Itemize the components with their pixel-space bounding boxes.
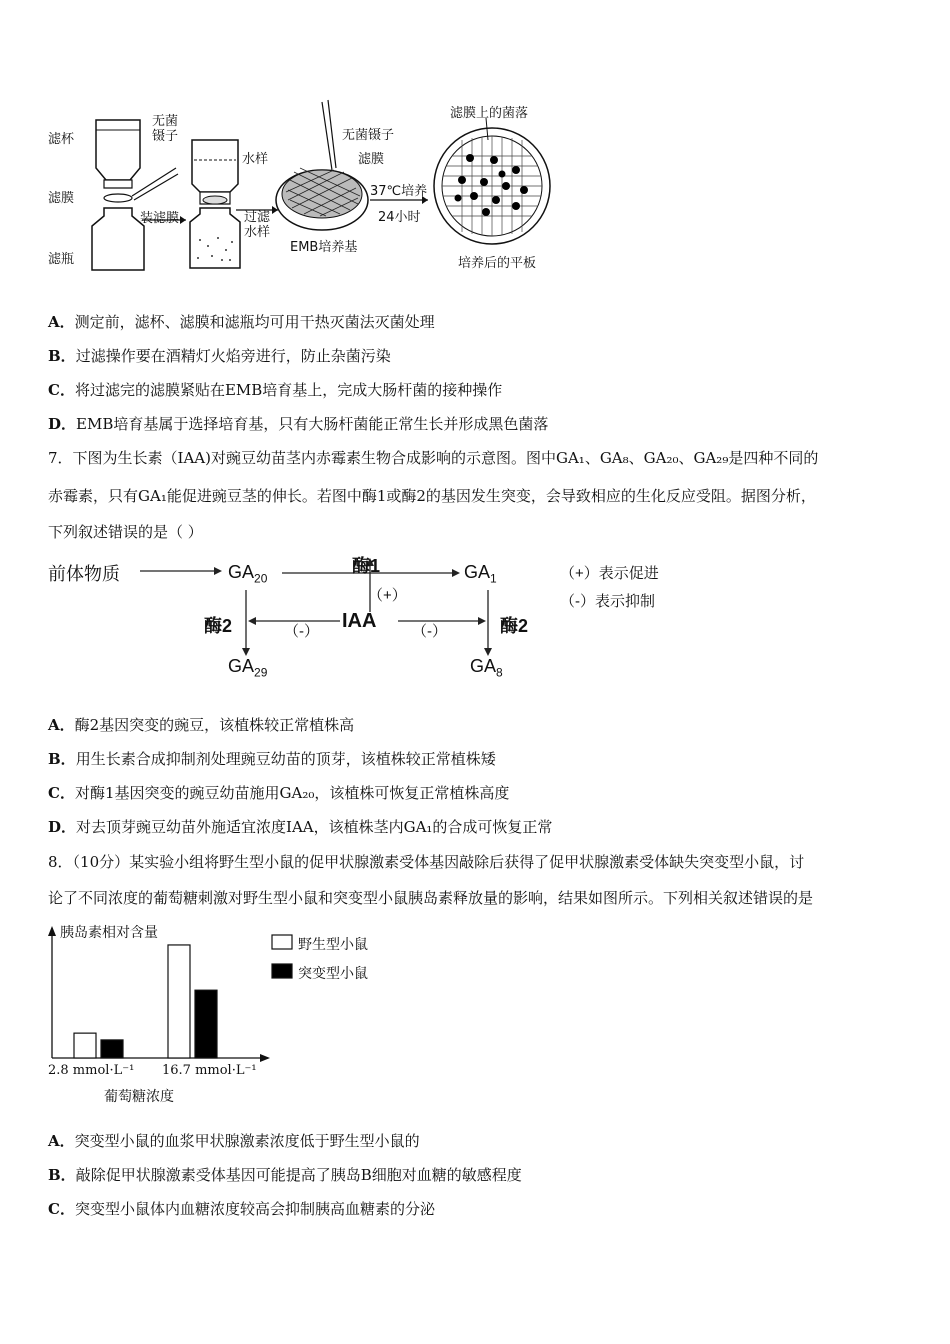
legend-swatch-mutant	[272, 964, 292, 978]
q6-option-b: B．过滤操作要在酒精灯火焰旁进行，防止杂菌污染	[48, 347, 391, 365]
diagram-ga1: $GA_1$	[464, 562, 497, 586]
diagram-enzyme2-left: 酶2	[204, 616, 233, 636]
q8-option-a: A．突变型小鼠的血浆甲状腺激素浓度低于野生型小鼠的	[48, 1132, 420, 1150]
diagram-iaa: IAA	[342, 610, 377, 632]
label-incubate-temp: 37℃培养	[370, 184, 428, 199]
diagram-ga20: $GA_{20}$	[228, 562, 268, 586]
q8-stem-line-1: 8．（10分）某实验小组将野生型小鼠的促甲状腺激素受体基因敲除后获得了促甲状腺激素受体缺失突变型小鼠，讨	[48, 853, 805, 871]
legend-swatch-wild	[272, 935, 292, 949]
diagram-minus-left: （-）	[284, 623, 319, 640]
tick-label-high: 16.7 mmol·L⁻¹	[162, 1063, 257, 1078]
q8-option-c: C．突变型小鼠体内血糖浓度较高会抑制胰高血糖素的分泌	[48, 1200, 435, 1218]
label-emb-medium: EMB培养基	[290, 240, 358, 255]
diagram-legend-inhibit: （-）表示抑制	[560, 593, 655, 610]
legend-label-mutant: 突变型小鼠	[298, 966, 368, 982]
diagram-minus-right: （-）	[412, 623, 447, 640]
chart-xlabel: 葡萄糖浓度	[104, 1089, 174, 1105]
q7-option-d: D．对去顶芽豌豆幼苗外施适宜浓度IAA，该植株茎内GA₁的合成可恢复正常	[48, 818, 553, 836]
q8-stem-line-2: 论了不同浓度的葡萄糖刺激对野生型小鼠和突变型小鼠胰岛素释放量的影响，结果如图所示。下列相关叙述错误的是	[48, 889, 814, 907]
label-plate-after: 培养后的平板	[458, 256, 537, 271]
diagram-enzyme2-right: 酶2	[500, 616, 529, 636]
bar-wild-high	[168, 945, 190, 1058]
label-sterile-tweezers-1: 无菌镊子	[152, 114, 179, 144]
q6-option-a: A．测定前，滤杯、滤膜和滤瓶均可用干热灭菌法灭菌处理	[48, 313, 435, 331]
q6-option-c: C．将过滤完的滤膜紧贴在EMB培育基上，完成大肠杆菌的接种操作	[48, 381, 503, 399]
label-filter-water: 过滤水样	[244, 210, 271, 240]
diagram-legend-promote: （+）表示促进	[560, 565, 659, 582]
chart-ylabel: 胰岛素相对含量	[60, 925, 158, 941]
bar-mutant-low	[101, 1040, 123, 1058]
x-axis-arrow	[260, 1054, 270, 1062]
q7-stem-line-3: 下列叙述错误的是（ ）	[48, 523, 203, 541]
bar-mutant-high	[195, 990, 217, 1058]
q7-option-c: C．对酶1基因突变的豌豆幼苗施用GA₂₀，该植株可恢复正常植株高度	[48, 784, 510, 802]
label-membrane-2: 滤膜	[358, 152, 385, 167]
q7-option-a: A．酶2基因突变的豌豆，该植株较正常植株高	[48, 716, 355, 734]
q8-option-b: B．敲除促甲状腺激素受体基因可能提高了胰岛B细胞对血糖的敏感程度	[48, 1166, 522, 1184]
y-axis-arrow	[48, 926, 56, 936]
label-colonies-on-membrane: 滤膜上的菌落	[450, 106, 529, 121]
label-water-sample: 水样	[242, 152, 269, 167]
bar-wild-low	[74, 1033, 96, 1058]
label-filter-cup: 滤杯	[48, 132, 75, 147]
tick-label-low: 2.8 mmol·L⁻¹	[48, 1063, 135, 1078]
diagram-plus: （+）	[368, 587, 407, 604]
q7-stem-line-1: 7．下图为生长素（IAA)对豌豆幼苗茎内赤霉素生物合成影响的示意图。图中GA₁、GA₈、GA₂₀、GA₂₉是四种不同的	[48, 449, 819, 467]
q6-option-d: D．EMB培育基属于选择培育基，只有大肠杆菌能正常生长并形成黑色菌落	[48, 415, 549, 433]
diagram-precursor: 前体物质	[48, 564, 120, 584]
label-install-membrane: 装滤膜	[140, 211, 180, 226]
diagram-ga8: $GA_8$	[470, 656, 503, 680]
label-sterile-tweezers-2: 无菌镊子	[342, 128, 395, 143]
legend-label-wild: 野生型小鼠	[298, 937, 368, 953]
label-filter-bottle: 滤瓶	[48, 252, 75, 267]
q7-option-b: B．用生长素合成抑制剂处理豌豆幼苗的顶芽，该植株较正常植株矮	[48, 750, 496, 768]
q7-stem-line-2: 赤霉素，只有GA₁能促进豌豆茎的伸长。若图中酶1或酶2的基因发生突变，会导致相应的生化反应受阻。据图分析，	[48, 487, 816, 505]
diagram-ga29: $GA_{29}$	[228, 656, 268, 680]
diagram-enzyme1: 酶1	[352, 556, 381, 576]
label-incubate-time: 24小时	[378, 210, 421, 225]
label-filter-membrane: 滤膜	[48, 191, 75, 206]
